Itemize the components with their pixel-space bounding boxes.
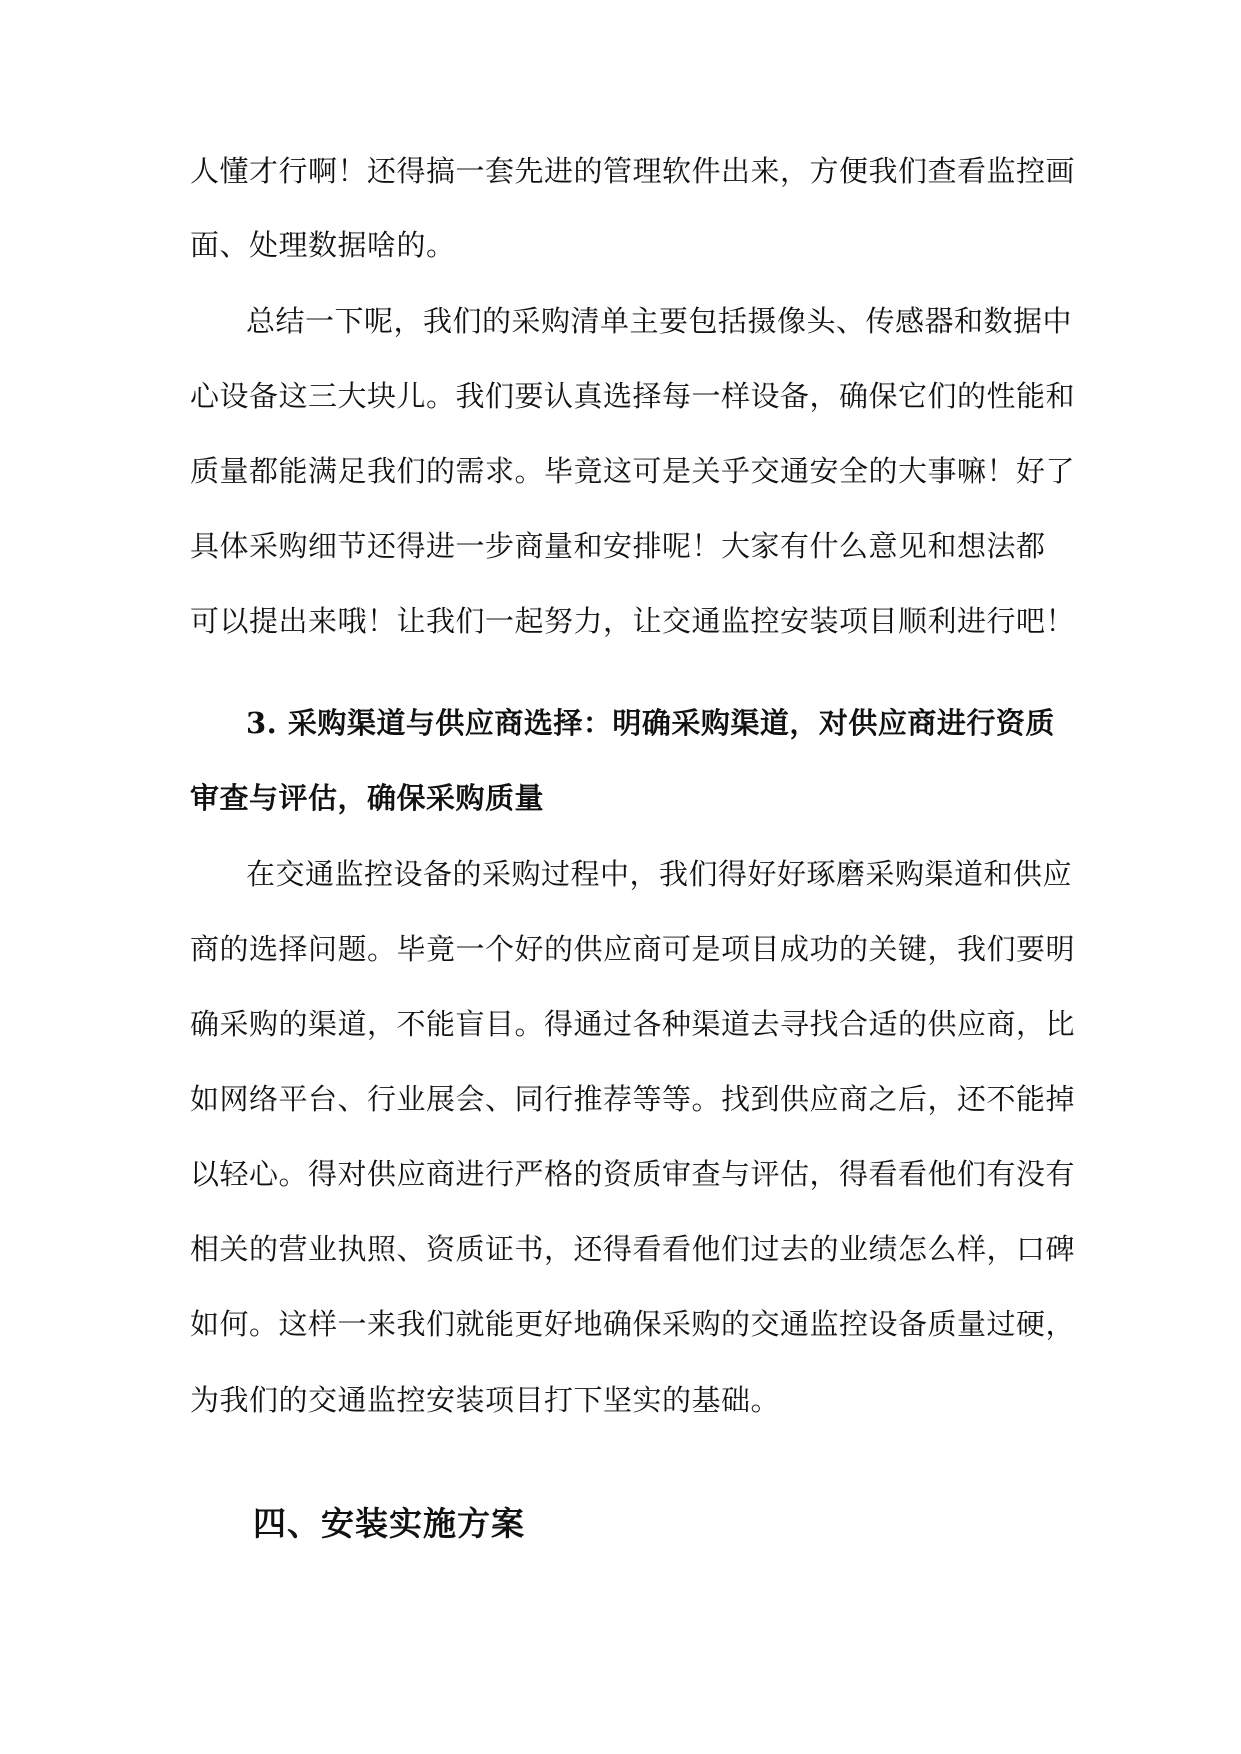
paragraph-line: 确采购的渠道，不能盲目。得通过各种渠道去寻找合适的供应商，比 [190, 1007, 1076, 1041]
paragraph-line: 面、处理数据啥的。 [190, 228, 456, 262]
paragraph-line: 商的选择问题。毕竟一个好的供应商可是项目成功的关键，我们要明 [190, 932, 1076, 966]
paragraph-line: 质量都能满足我们的需求。毕竟这可是关乎交通安全的大事嘛！好了 [190, 454, 1076, 488]
paragraph-line: 具体采购细节还得进一步商量和安排呢！大家有什么意见和想法都 [190, 529, 1046, 563]
paragraph-line: 心设备这三大块儿。我们要认真选择每一样设备，确保它们的性能和 [190, 379, 1076, 413]
chapter-heading: 四、安装实施方案 [253, 1504, 525, 1543]
paragraph-line: 如何。这样一来我们就能更好地确保采购的交通监控设备质量过硬， [190, 1307, 1076, 1341]
paragraph-line: 以轻心。得对供应商进行严格的资质审查与评估，得看看他们有没有 [190, 1157, 1076, 1191]
paragraph-line: 为我们的交通监控安装项目打下坚实的基础。 [190, 1383, 781, 1417]
section-heading-line: 3. 采购渠道与供应商选择：明确采购渠道，对供应商进行资质 [246, 706, 1055, 740]
paragraph-line: 相关的营业执照、资质证书，还得看看他们过去的业绩怎么样，口碑 [190, 1232, 1076, 1266]
paragraph-line: 总结一下呢，我们的采购清单主要包括摄像头、传感器和数据中 [246, 304, 1073, 338]
paragraph-line: 在交通监控设备的采购过程中，我们得好好琢磨采购渠道和供应 [246, 857, 1073, 891]
paragraph-line: 如网络平台、行业展会、同行推荐等等。找到供应商之后，还不能掉 [190, 1082, 1076, 1116]
paragraph-line: 人懂才行啊！还得搞一套先进的管理软件出来，方便我们查看监控画 [190, 154, 1076, 188]
paragraph-line: 可以提出来哦！让我们一起努力，让交通监控安装项目顺利进行吧！ [190, 604, 1076, 638]
section-heading-line: 审查与评估，确保采购质量 [190, 781, 545, 815]
